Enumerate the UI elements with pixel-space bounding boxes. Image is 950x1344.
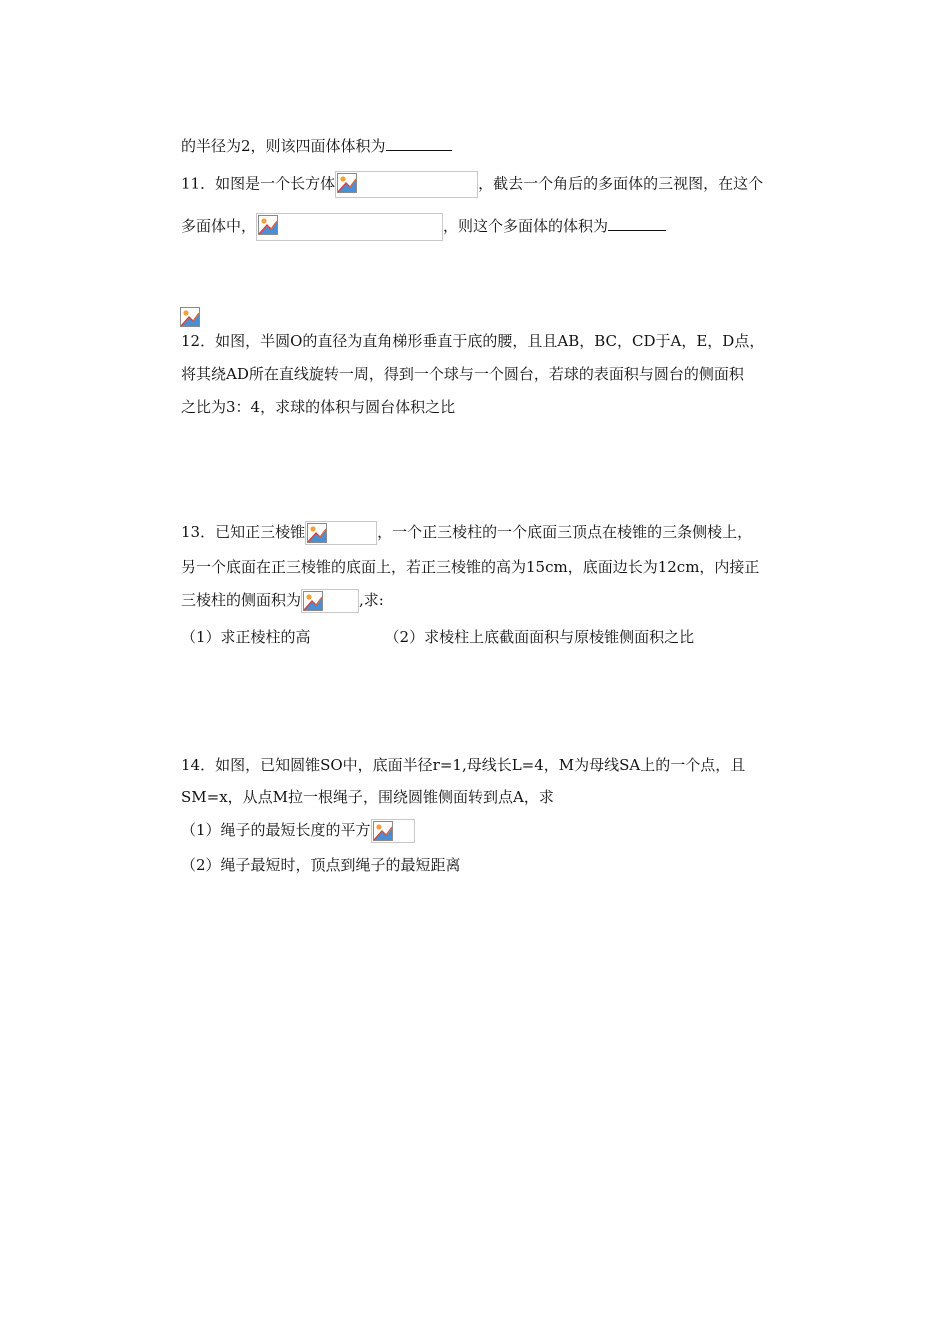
q12-line-3 [181, 396, 455, 418]
q11-text-pre-2: 多面体中， [181, 217, 257, 235]
q12-text-3: 之比为3：4，求球的体积与圆台体积之比 [181, 398, 456, 416]
answer-blank [608, 216, 666, 231]
q11-text-post-2: ，则这个多面体的体积为 [443, 217, 609, 235]
answer-blank [386, 136, 452, 151]
broken-image-icon [256, 213, 443, 241]
q11-line-1 [181, 171, 763, 198]
q14-line-2 [181, 786, 554, 808]
q13-line-1 [181, 521, 752, 545]
q13-line-4 [181, 626, 694, 648]
q14-text-4: （2）绳子最短时，顶点到绳子的最短距离 [181, 856, 461, 874]
q13-part-2: （2）求棱柱上底截面面积与原棱锥侧面积之比 [384, 628, 695, 646]
q13-text-2: 另一个底面在正三棱锥的底面上，若正三棱锥的高为15cm，底面边长为12cm，内接正 [181, 558, 760, 576]
q11-line-2 [181, 213, 666, 241]
broken-image-icon [180, 306, 200, 328]
q13-text-post: ，一个正三棱柱的一个底面三顶点在棱锥的三条侧棱上， [377, 523, 753, 541]
q10-text: 的半径为2，则该四面体体积为 [181, 137, 386, 155]
q14-line-3 [181, 819, 415, 843]
broken-image-icon [371, 819, 415, 843]
q14-line-4 [181, 854, 461, 876]
broken-image-icon [305, 521, 377, 545]
q12-line-2 [181, 363, 744, 385]
q13-text-pre-3: 三棱柱的侧面积为 [181, 591, 302, 609]
q11-text-post: ，截去一个角后的多面体的三视图，在这个 [478, 174, 764, 193]
q13-text-post-3: ,求: [359, 591, 384, 609]
q14-line-1 [181, 754, 745, 776]
broken-image-icon [335, 171, 478, 198]
q14-text-3: （1）绳子的最短长度的平方 [181, 821, 371, 839]
q12-text-2: 将其绕AD所在直线旋转一周，得到一个球与一个圆台，若球的表面积与圆台的侧面积 [181, 365, 744, 383]
q14-text-1: 14．如图，已知圆锥SO中，底面半径r=1,母线长L=4，M为母线SA上的一个点，且 [181, 756, 746, 774]
q13-line-2 [181, 556, 759, 578]
q11-text-pre: 11．如图是一个长方体 [181, 174, 336, 193]
broken-image-icon [301, 589, 359, 613]
q13-text-pre: 13．已知正三棱锥 [181, 523, 306, 541]
q10-continuation [181, 135, 452, 157]
q13-line-3 [181, 589, 384, 613]
q13-part-1: （1）求正棱柱的高 [181, 628, 311, 646]
q14-text-2: SM=x，从点M拉一根绳子，围绕圆锥侧面转到点A，求 [181, 788, 554, 806]
q12-text-1: 12．如图，半圆O的直径为直角梯形垂直于底的腰，且且AB，BC，CD于A，E，D点， [181, 332, 765, 350]
q12-line-1 [181, 330, 764, 352]
